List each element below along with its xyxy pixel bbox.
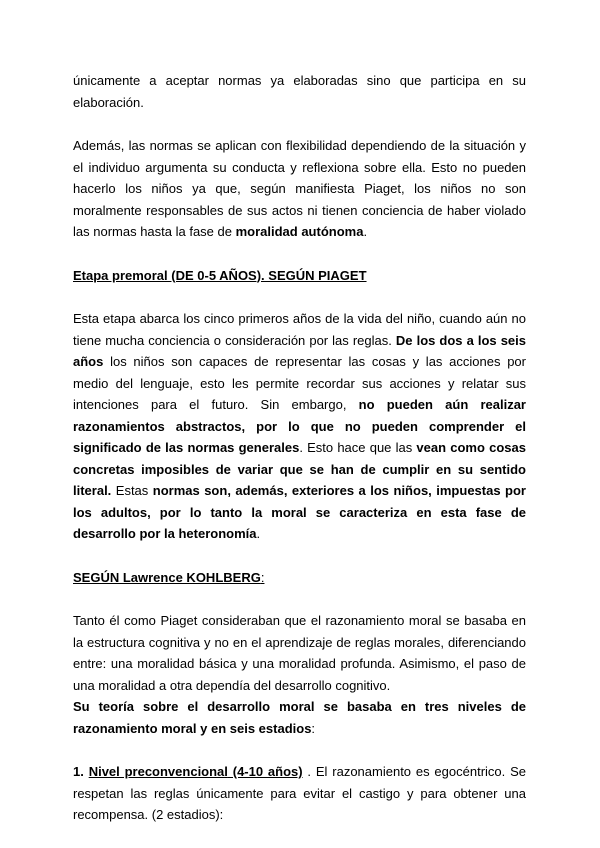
paragraph-premoral — [73, 308, 526, 545]
paragraph-text: únicamente a aceptar normas ya elaboradas sino que participa en su elaboración. — [73, 73, 526, 110]
punctuation: . — [363, 224, 368, 239]
heading-colon: : — [260, 569, 265, 585]
paragraph-text: . Esto hace que las — [299, 440, 417, 455]
section-heading-premoral: Etapa premoral (DE 0-5 AÑOS). SEGÚN PIAGET — [73, 267, 367, 283]
level-name: Nivel preconvencional — [88, 764, 228, 779]
bold-text: no pueden aún realizar razonamientos abstractos, por lo que no pueden comprender el significado de las normas generales — [73, 397, 526, 455]
paragraph-flexibility — [73, 135, 526, 243]
bold-text: vean como cosas concretas imposibles de variar que se han de cumplir en su sentido literal. — [73, 440, 526, 498]
paragraph-text: Estas — [111, 483, 153, 498]
paragraph-text: Tanto él como Piaget consideraban que el razonamiento moral se basaba en la estructura cognitiva y no en el aprendizaje de reglas morales, diferenciando entre: una moralidad básica y una moralidad profunda. Asimismo, el paso de una moralidad a otra dependía del desarrollo cognitivo. — [73, 613, 526, 693]
section-heading-kohlberg — [73, 567, 526, 589]
list-number: 1. — [73, 764, 89, 779]
bold-text: Su teoría sobre el desarrollo moral se basaba en tres niveles de razonamiento moral y en seis estadios — [73, 699, 526, 736]
bold-text: De los dos a los seis años — [73, 332, 527, 369]
paragraph-continuation — [73, 70, 526, 113]
punctuation: . — [256, 526, 261, 541]
punctuation: : — [311, 720, 316, 736]
paragraph-text: . El razonamiento es egocéntrico. Se respetan las reglas únicamente para evitar el castigo y para obtener una recompensa. (2 estadios): — [73, 764, 526, 822]
paragraph-kohlberg — [73, 610, 526, 696]
bold-term: moralidad autónoma — [235, 224, 364, 239]
paragraph-text: Esta etapa abarca los cinco primeros años de la vida del niño, cuando aún no tiene mucha conciencia o consideración por las reglas. — [73, 311, 526, 348]
heading-bold-text: SEGÚN Lawrence KOHLBERG — [73, 569, 261, 585]
list-item-level-1 — [73, 761, 526, 826]
paragraph-text: los niños son capaces de representar las cosas y las acciones por medio del lenguaje, esto les permite recordar sus acciones y relatar sus intenciones para el futuro. Sin embargo, — [73, 354, 526, 412]
paragraph-theory — [73, 696, 526, 739]
paragraph-text: Además, las normas se aplican con flexibilidad dependiendo de la situación y el individuo argumenta su conducta y reflexiona sobre ella. Esto no pueden hacerlo los niños ya que, según manifiesta Piaget, los niños no son moralmente responsables de sus actos ni tienen conciencia de haber violado las normas hasta la fase de — [73, 138, 526, 239]
level-age: (4-10 años) — [227, 764, 303, 779]
bold-text: normas son, además, exteriores a los niños, impuestas por los adultos, por lo tanto la moral se caracteriza en esta fase de desarrollo por la heteronomía — [73, 483, 526, 541]
